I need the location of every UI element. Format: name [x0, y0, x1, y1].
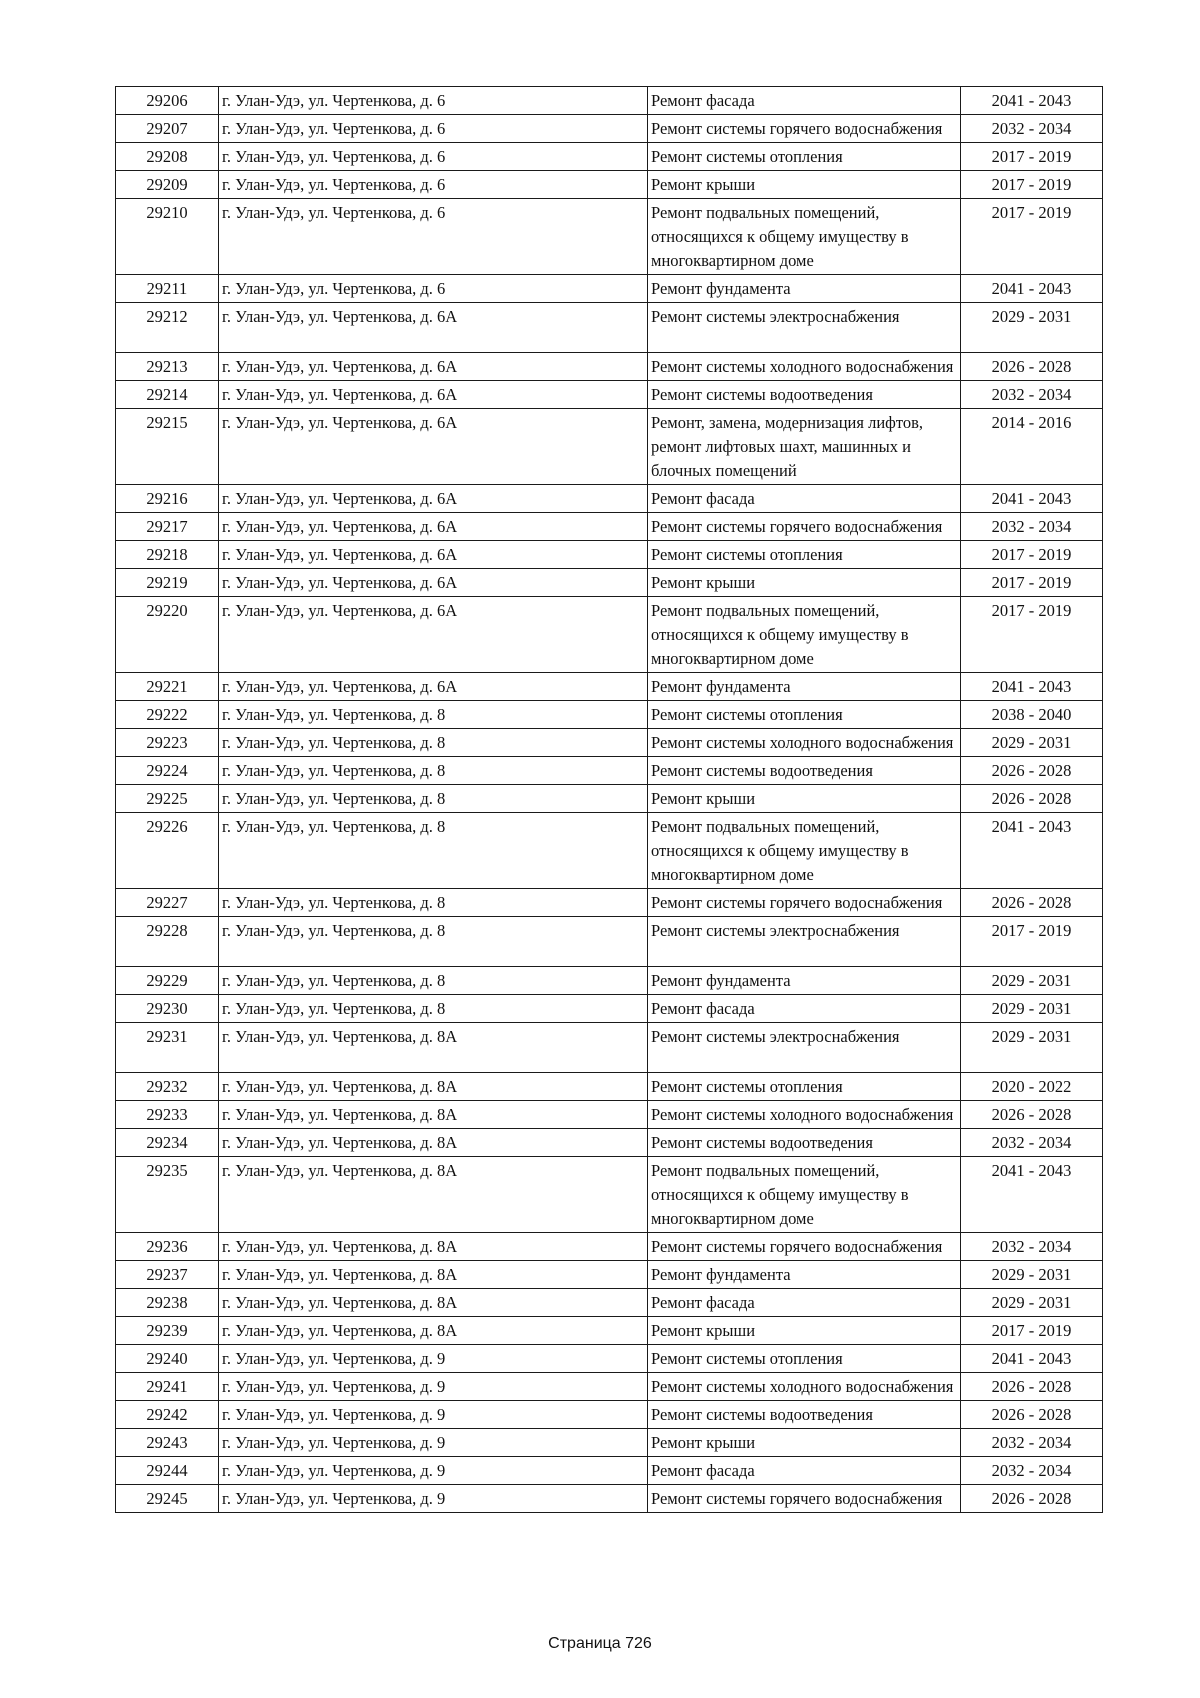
row-id-cell: 29237 [116, 1261, 219, 1289]
row-id-cell: 29234 [116, 1129, 219, 1157]
address-cell: г. Улан-Удэ, ул. Чертенкова, д. 9 [219, 1401, 648, 1429]
period-cell: 2017 - 2019 [961, 199, 1103, 275]
period-cell: 2017 - 2019 [961, 171, 1103, 199]
address-cell: г. Улан-Удэ, ул. Чертенкова, д. 8А [219, 1317, 648, 1345]
repair-schedule-table [115, 86, 1103, 1513]
row-id-cell: 29241 [116, 1373, 219, 1401]
work-type-cell: Ремонт подвальных помещений, относящихся к общему имуществу в многоквартирном доме [648, 597, 961, 673]
period-cell: 2017 - 2019 [961, 1317, 1103, 1345]
address-cell: г. Улан-Удэ, ул. Чертенкова, д. 6А [219, 597, 648, 673]
table-row [116, 889, 1103, 917]
row-id-cell: 29227 [116, 889, 219, 917]
address-cell: г. Улан-Удэ, ул. Чертенкова, д. 6А [219, 673, 648, 701]
work-type-cell: Ремонт крыши [648, 569, 961, 597]
work-type-cell: Ремонт системы горячего водоснабжения [648, 115, 961, 143]
work-type-cell: Ремонт подвальных помещений, относящихся к общему имуществу в многоквартирном доме [648, 1157, 961, 1233]
address-cell: г. Улан-Удэ, ул. Чертенкова, д. 8 [219, 889, 648, 917]
row-id-cell: 29239 [116, 1317, 219, 1345]
table-row [116, 813, 1103, 889]
work-type-cell: Ремонт системы водоотведения [648, 381, 961, 409]
row-id-cell: 29236 [116, 1233, 219, 1261]
table-row [116, 1345, 1103, 1373]
row-id-cell: 29225 [116, 785, 219, 813]
period-cell: 2041 - 2043 [961, 1157, 1103, 1233]
table-row [116, 1373, 1103, 1401]
row-id-cell: 29229 [116, 967, 219, 995]
work-type-cell: Ремонт системы водоотведения [648, 1129, 961, 1157]
page-number: Страница 726 [548, 1635, 652, 1652]
address-cell: г. Улан-Удэ, ул. Чертенкова, д. 8А [219, 1233, 648, 1261]
row-id-cell: 29212 [116, 303, 219, 353]
address-cell: г. Улан-Удэ, ул. Чертенкова, д. 6 [219, 199, 648, 275]
work-type-cell: Ремонт фундамента [648, 673, 961, 701]
table-row [116, 917, 1103, 967]
row-id-cell: 29223 [116, 729, 219, 757]
row-id-cell: 29222 [116, 701, 219, 729]
table-row [116, 597, 1103, 673]
work-type-cell: Ремонт фасада [648, 1457, 961, 1485]
work-type-cell: Ремонт фасада [648, 995, 961, 1023]
work-type-cell: Ремонт подвальных помещений, относящихся к общему имуществу в многоквартирном доме [648, 199, 961, 275]
table-body [116, 87, 1103, 1513]
period-cell: 2041 - 2043 [961, 673, 1103, 701]
period-cell: 2017 - 2019 [961, 597, 1103, 673]
work-type-cell: Ремонт системы отопления [648, 541, 961, 569]
row-id-cell: 29226 [116, 813, 219, 889]
address-cell: г. Улан-Удэ, ул. Чертенкова, д. 6А [219, 541, 648, 569]
address-cell: г. Улан-Удэ, ул. Чертенкова, д. 8 [219, 995, 648, 1023]
work-type-cell: Ремонт системы отопления [648, 701, 961, 729]
table-row [116, 1317, 1103, 1345]
table-row [116, 513, 1103, 541]
row-id-cell: 29206 [116, 87, 219, 115]
period-cell: 2029 - 2031 [961, 1023, 1103, 1073]
work-type-cell: Ремонт фундамента [648, 1261, 961, 1289]
work-type-cell: Ремонт системы отопления [648, 1073, 961, 1101]
period-cell: 2032 - 2034 [961, 381, 1103, 409]
period-cell: 2026 - 2028 [961, 1401, 1103, 1429]
period-cell: 2029 - 2031 [961, 967, 1103, 995]
period-cell: 2014 - 2016 [961, 409, 1103, 485]
address-cell: г. Улан-Удэ, ул. Чертенкова, д. 8 [219, 785, 648, 813]
period-cell: 2026 - 2028 [961, 757, 1103, 785]
table-row [116, 1457, 1103, 1485]
work-type-cell: Ремонт системы горячего водоснабжения [648, 1485, 961, 1513]
row-id-cell: 29207 [116, 115, 219, 143]
work-type-cell: Ремонт системы горячего водоснабжения [648, 513, 961, 541]
address-cell: г. Улан-Удэ, ул. Чертенкова, д. 6А [219, 485, 648, 513]
period-cell: 2026 - 2028 [961, 1101, 1103, 1129]
period-cell: 2041 - 2043 [961, 87, 1103, 115]
row-id-cell: 29209 [116, 171, 219, 199]
address-cell: г. Улан-Удэ, ул. Чертенкова, д. 8 [219, 757, 648, 785]
table-row [116, 199, 1103, 275]
row-id-cell: 29214 [116, 381, 219, 409]
table-row [116, 785, 1103, 813]
address-cell: г. Улан-Удэ, ул. Чертенкова, д. 8 [219, 917, 648, 967]
table-row [116, 1023, 1103, 1073]
address-cell: г. Улан-Удэ, ул. Чертенкова, д. 6А [219, 513, 648, 541]
table-row [116, 115, 1103, 143]
table-row [116, 1429, 1103, 1457]
work-type-cell: Ремонт подвальных помещений, относящихся к общему имуществу в многоквартирном доме [648, 813, 961, 889]
table-row [116, 1485, 1103, 1513]
period-cell: 2026 - 2028 [961, 1373, 1103, 1401]
row-id-cell: 29220 [116, 597, 219, 673]
row-id-cell: 29244 [116, 1457, 219, 1485]
work-type-cell: Ремонт системы холодного водоснабжения [648, 353, 961, 381]
row-id-cell: 29217 [116, 513, 219, 541]
address-cell: г. Улан-Удэ, ул. Чертенкова, д. 8А [219, 1157, 648, 1233]
row-id-cell: 29245 [116, 1485, 219, 1513]
row-id-cell: 29224 [116, 757, 219, 785]
row-id-cell: 29216 [116, 485, 219, 513]
address-cell: г. Улан-Удэ, ул. Чертенкова, д. 8 [219, 729, 648, 757]
address-cell: г. Улан-Удэ, ул. Чертенкова, д. 6А [219, 381, 648, 409]
row-id-cell: 29228 [116, 917, 219, 967]
address-cell: г. Улан-Удэ, ул. Чертенкова, д. 9 [219, 1457, 648, 1485]
period-cell: 2032 - 2034 [961, 1129, 1103, 1157]
work-type-cell: Ремонт системы холодного водоснабжения [648, 729, 961, 757]
table-row [116, 409, 1103, 485]
table-row [116, 1233, 1103, 1261]
period-cell: 2017 - 2019 [961, 143, 1103, 171]
row-id-cell: 29242 [116, 1401, 219, 1429]
work-type-cell: Ремонт системы электроснабжения [648, 303, 961, 353]
table-row [116, 569, 1103, 597]
work-type-cell: Ремонт системы отопления [648, 1345, 961, 1373]
period-cell: 2041 - 2043 [961, 813, 1103, 889]
row-id-cell: 29210 [116, 199, 219, 275]
row-id-cell: 29213 [116, 353, 219, 381]
row-id-cell: 29235 [116, 1157, 219, 1233]
work-type-cell: Ремонт системы водоотведения [648, 757, 961, 785]
period-cell: 2026 - 2028 [961, 1485, 1103, 1513]
period-cell: 2041 - 2043 [961, 1345, 1103, 1373]
address-cell: г. Улан-Удэ, ул. Чертенкова, д. 8А [219, 1261, 648, 1289]
row-id-cell: 29238 [116, 1289, 219, 1317]
table-row [116, 1129, 1103, 1157]
table-row [116, 1101, 1103, 1129]
table-row [116, 171, 1103, 199]
table-row [116, 87, 1103, 115]
work-type-cell: Ремонт крыши [648, 1429, 961, 1457]
period-cell: 2029 - 2031 [961, 995, 1103, 1023]
row-id-cell: 29231 [116, 1023, 219, 1073]
work-type-cell: Ремонт фасада [648, 1289, 961, 1317]
address-cell: г. Улан-Удэ, ул. Чертенкова, д. 9 [219, 1429, 648, 1457]
period-cell: 2041 - 2043 [961, 485, 1103, 513]
table-row [116, 353, 1103, 381]
address-cell: г. Улан-Удэ, ул. Чертенкова, д. 9 [219, 1373, 648, 1401]
work-type-cell: Ремонт системы горячего водоснабжения [648, 889, 961, 917]
table-row [116, 1401, 1103, 1429]
table-row [116, 1073, 1103, 1101]
row-id-cell: 29219 [116, 569, 219, 597]
table-row [116, 381, 1103, 409]
address-cell: г. Улан-Удэ, ул. Чертенкова, д. 8 [219, 701, 648, 729]
work-type-cell: Ремонт системы холодного водоснабжения [648, 1101, 961, 1129]
address-cell: г. Улан-Удэ, ул. Чертенкова, д. 8А [219, 1073, 648, 1101]
row-id-cell: 29243 [116, 1429, 219, 1457]
address-cell: г. Улан-Удэ, ул. Чертенкова, д. 9 [219, 1345, 648, 1373]
table-row [116, 275, 1103, 303]
period-cell: 2032 - 2034 [961, 1233, 1103, 1261]
row-id-cell: 29215 [116, 409, 219, 485]
table-row [116, 995, 1103, 1023]
address-cell: г. Улан-Удэ, ул. Чертенкова, д. 6 [219, 87, 648, 115]
period-cell: 2026 - 2028 [961, 785, 1103, 813]
address-cell: г. Улан-Удэ, ул. Чертенкова, д. 6А [219, 409, 648, 485]
work-type-cell: Ремонт системы электроснабжения [648, 917, 961, 967]
table-row [116, 303, 1103, 353]
work-type-cell: Ремонт крыши [648, 171, 961, 199]
address-cell: г. Улан-Удэ, ул. Чертенкова, д. 6А [219, 353, 648, 381]
address-cell: г. Улан-Удэ, ул. Чертенкова, д. 8А [219, 1101, 648, 1129]
table-row [116, 967, 1103, 995]
table-row [116, 673, 1103, 701]
period-cell: 2029 - 2031 [961, 1261, 1103, 1289]
address-cell: г. Улан-Удэ, ул. Чертенкова, д. 8А [219, 1289, 648, 1317]
period-cell: 2026 - 2028 [961, 353, 1103, 381]
table-row [116, 1157, 1103, 1233]
period-cell: 2029 - 2031 [961, 303, 1103, 353]
work-type-cell: Ремонт системы водоотведения [648, 1401, 961, 1429]
address-cell: г. Улан-Удэ, ул. Чертенкова, д. 6А [219, 303, 648, 353]
work-type-cell: Ремонт фасада [648, 485, 961, 513]
work-type-cell: Ремонт крыши [648, 1317, 961, 1345]
address-cell: г. Улан-Удэ, ул. Чертенкова, д. 8А [219, 1129, 648, 1157]
address-cell: г. Улан-Удэ, ул. Чертенкова, д. 6А [219, 569, 648, 597]
work-type-cell: Ремонт фундамента [648, 967, 961, 995]
period-cell: 2032 - 2034 [961, 115, 1103, 143]
address-cell: г. Улан-Удэ, ул. Чертенкова, д. 8А [219, 1023, 648, 1073]
row-id-cell: 29218 [116, 541, 219, 569]
work-type-cell: Ремонт фасада [648, 87, 961, 115]
row-id-cell: 29233 [116, 1101, 219, 1129]
period-cell: 2017 - 2019 [961, 569, 1103, 597]
period-cell: 2032 - 2034 [961, 1429, 1103, 1457]
table-row [116, 541, 1103, 569]
period-cell: 2026 - 2028 [961, 889, 1103, 917]
table-row [116, 729, 1103, 757]
period-cell: 2029 - 2031 [961, 729, 1103, 757]
period-cell: 2032 - 2034 [961, 513, 1103, 541]
table-row [116, 143, 1103, 171]
period-cell: 2041 - 2043 [961, 275, 1103, 303]
period-cell: 2017 - 2019 [961, 541, 1103, 569]
address-cell: г. Улан-Удэ, ул. Чертенкова, д. 6 [219, 275, 648, 303]
row-id-cell: 29211 [116, 275, 219, 303]
address-cell: г. Улан-Удэ, ул. Чертенкова, д. 8 [219, 967, 648, 995]
period-cell: 2017 - 2019 [961, 917, 1103, 967]
address-cell: г. Улан-Удэ, ул. Чертенкова, д. 8 [219, 813, 648, 889]
table-row [116, 701, 1103, 729]
work-type-cell: Ремонт системы отопления [648, 143, 961, 171]
address-cell: г. Улан-Удэ, ул. Чертенкова, д. 6 [219, 115, 648, 143]
work-type-cell: Ремонт системы горячего водоснабжения [648, 1233, 961, 1261]
period-cell: 2032 - 2034 [961, 1457, 1103, 1485]
address-cell: г. Улан-Удэ, ул. Чертенкова, д. 6 [219, 143, 648, 171]
row-id-cell: 29240 [116, 1345, 219, 1373]
work-type-cell: Ремонт фундамента [648, 275, 961, 303]
table-row [116, 1289, 1103, 1317]
table-row [116, 485, 1103, 513]
work-type-cell: Ремонт системы электроснабжения [648, 1023, 961, 1073]
row-id-cell: 29230 [116, 995, 219, 1023]
table-row [116, 1261, 1103, 1289]
row-id-cell: 29221 [116, 673, 219, 701]
address-cell: г. Улан-Удэ, ул. Чертенкова, д. 6 [219, 171, 648, 199]
work-type-cell: Ремонт системы холодного водоснабжения [648, 1373, 961, 1401]
row-id-cell: 29232 [116, 1073, 219, 1101]
work-type-cell: Ремонт крыши [648, 785, 961, 813]
work-type-cell: Ремонт, замена, модернизация лифтов, ремонт лифтовых шахт, машинных и блочных помещений [648, 409, 961, 485]
period-cell: 2020 - 2022 [961, 1073, 1103, 1101]
row-id-cell: 29208 [116, 143, 219, 171]
period-cell: 2029 - 2031 [961, 1289, 1103, 1317]
period-cell: 2038 - 2040 [961, 701, 1103, 729]
table-row [116, 757, 1103, 785]
address-cell: г. Улан-Удэ, ул. Чертенкова, д. 9 [219, 1485, 648, 1513]
